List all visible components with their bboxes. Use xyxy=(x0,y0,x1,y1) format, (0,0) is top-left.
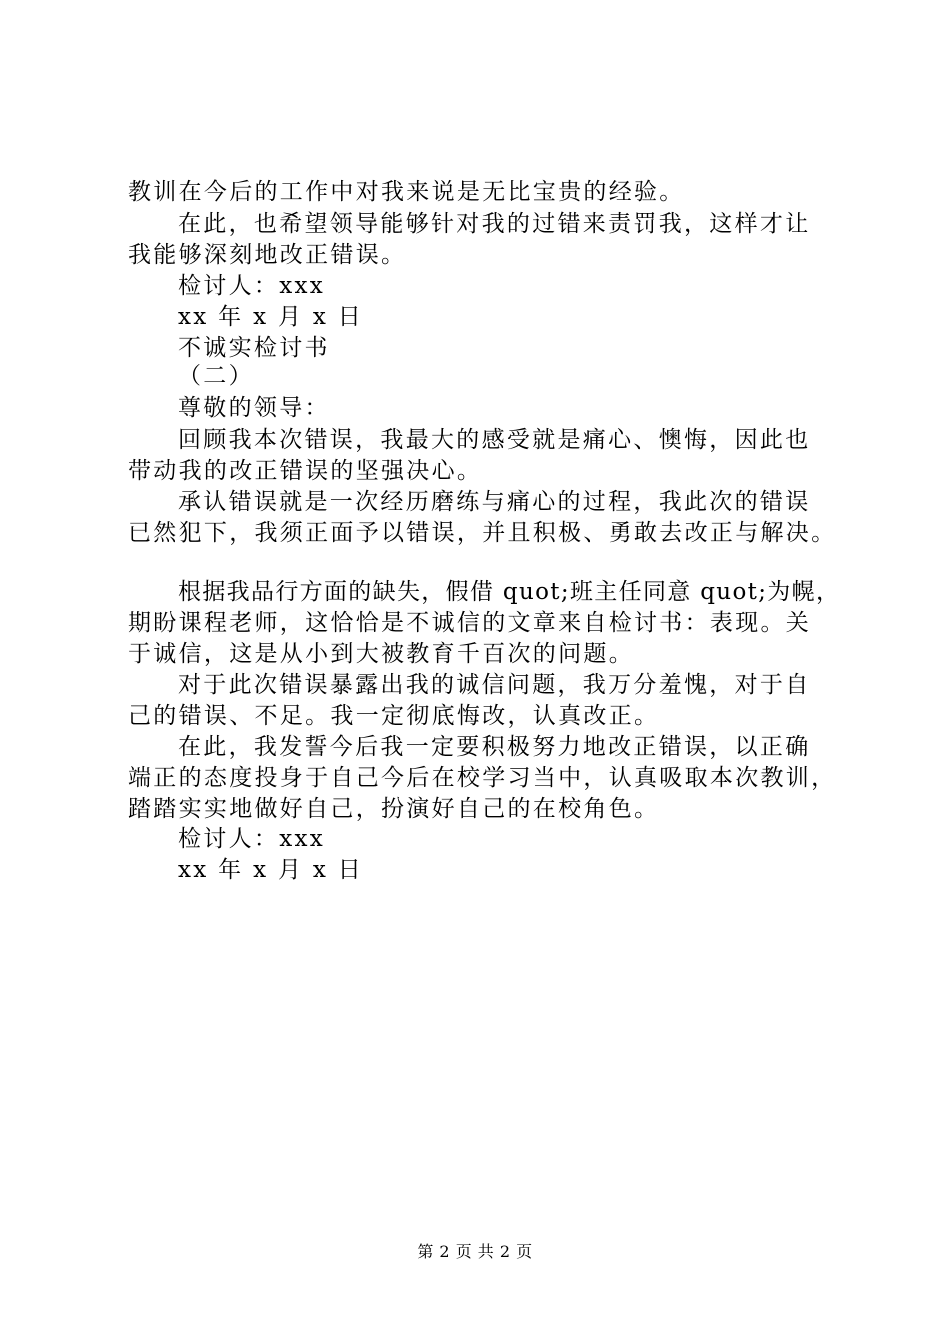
signature-label: 检讨人：xxx xyxy=(178,273,326,299)
date-line: xx 年 x 月 x 日 xyxy=(178,304,364,330)
body-line: 踏踏实实地做好自己，扮演好自己的在校角色。 xyxy=(128,796,660,822)
body-line: 在此，我发誓今后我一定要积极努力地改正错误，以正确 xyxy=(178,734,811,760)
body-line: 带动我的改正错误的坚强决心。 xyxy=(128,458,483,484)
body-line: 端正的态度投身于自己今后在校学习当中，认真吸取本次教训， xyxy=(128,765,837,791)
page-footer: 第 2 页 共 2 页 xyxy=(417,1242,533,1261)
signature-label: 检讨人：xxx xyxy=(178,826,326,852)
body-line: 已然犯下，我须正面予以错误，并且积极、勇敢去改正与解决。 xyxy=(128,520,837,546)
body-line: 根据我品行方面的缺失，假借 quot;班主任同意 quot;为幌， xyxy=(178,579,841,605)
body-line: 对于此次错误暴露出我的诚信问题，我万分羞愧，对于自 xyxy=(178,672,811,698)
body-line: 回顾我本次错误，我最大的感受就是痛心、懊悔，因此也 xyxy=(178,427,811,453)
section-title: 不诚实检讨书 xyxy=(178,335,330,361)
body-line: 己的错误、不足。我一定彻底悔改，认真改正。 xyxy=(128,703,660,729)
body-line: 期盼课程老师，这恰恰是不诚信的文章来自检讨书：表现。关 xyxy=(128,610,812,636)
body-line: 在此，也希望领导能够针对我的过错来责罚我，这样才让 xyxy=(178,211,811,237)
body-line: 教训在今后的工作中对我来说是无比宝贵的经验。 xyxy=(128,179,685,205)
body-line: 于诚信，这是从小到大被教育千百次的问题。 xyxy=(128,641,634,667)
body-line: 我能够深刻地改正错误。 xyxy=(128,242,407,268)
body-line: 承认错误就是一次经历磨练与痛心的过程，我此次的错误 xyxy=(178,489,811,515)
section-number: （二） xyxy=(178,363,254,389)
date-line: xx 年 x 月 x 日 xyxy=(178,857,364,883)
salutation: 尊敬的领导： xyxy=(178,395,330,421)
